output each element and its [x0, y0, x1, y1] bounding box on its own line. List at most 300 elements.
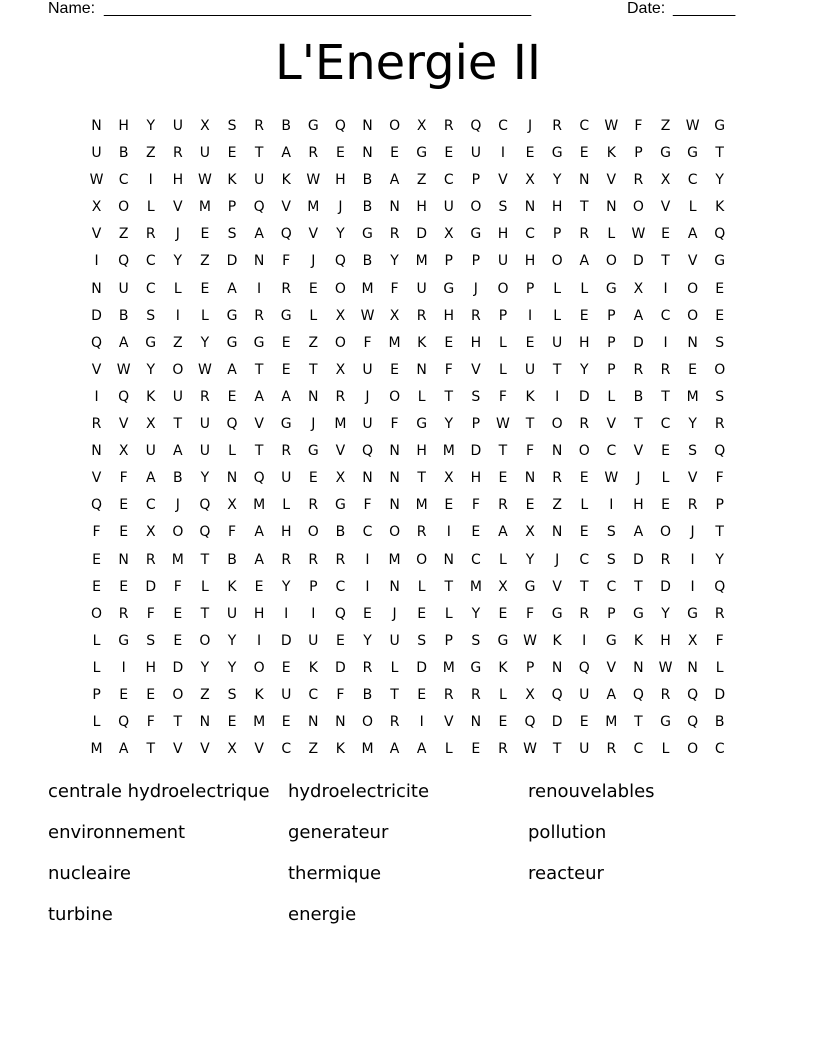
grid-cell: X	[498, 578, 508, 595]
grid-cell: C	[362, 524, 373, 541]
grid-cell: H	[443, 307, 455, 324]
grid-cell: O	[389, 118, 401, 134]
grid-cell: R	[606, 741, 617, 758]
grid-cell: K	[335, 741, 345, 758]
grid-cell: L	[688, 199, 697, 216]
grid-cell: T	[715, 145, 724, 162]
grid-cell: F	[390, 280, 399, 297]
grid-cell: P	[444, 632, 453, 649]
grid-cell: B	[714, 714, 725, 731]
grid-cell: J	[473, 280, 478, 297]
grid-cell: Y	[200, 470, 210, 487]
grid-cell: E	[661, 497, 670, 514]
grid-cell: I	[148, 172, 153, 189]
grid-cell: Z	[145, 145, 156, 162]
grid-cell: C	[687, 172, 698, 189]
grid-cell: E	[363, 605, 372, 622]
grid-cell: F	[526, 605, 535, 622]
grid-cell: A	[579, 253, 590, 270]
grid-cell: G	[551, 145, 563, 162]
grid-cell: X	[443, 470, 454, 487]
grid-cell: O	[172, 686, 184, 703]
grid-cell: A	[173, 443, 183, 460]
grid-cell: E	[92, 551, 101, 568]
grid-cell: W	[631, 226, 646, 243]
grid-cell: Q	[578, 659, 590, 676]
grid-cell: A	[606, 686, 617, 703]
grid-cell: C	[633, 741, 644, 758]
grid-cell: F	[498, 388, 507, 405]
grid-cell: R	[118, 605, 129, 622]
grid-cell: P	[607, 361, 616, 378]
grid-cell: L	[417, 388, 426, 405]
grid-cell: Z	[173, 334, 183, 351]
grid-cell: A	[254, 551, 264, 568]
grid-cell: C	[145, 497, 156, 514]
grid-cell: F	[336, 686, 345, 703]
grid-cell: R	[579, 416, 590, 433]
grid-cell: V	[335, 443, 346, 460]
grid-cell: F	[526, 443, 535, 460]
grid-cell: K	[606, 145, 616, 162]
grid-cell: S	[227, 226, 237, 243]
grid-cell: H	[497, 226, 509, 243]
grid-cell: N	[335, 714, 346, 731]
grid-cell: N	[633, 659, 644, 676]
grid-cell: O	[605, 253, 617, 270]
grid-row	[83, 601, 734, 628]
grid-cell: X	[335, 307, 346, 324]
grid-cell: V	[200, 741, 210, 758]
date-blank-line: _______	[673, 0, 736, 17]
grid-cell: S	[715, 388, 725, 405]
grid-cell: C	[579, 118, 590, 134]
grid-cell: U	[362, 361, 373, 378]
grid-cell: T	[498, 443, 508, 460]
grid-cell: C	[525, 226, 535, 243]
grid-cell: C	[335, 578, 346, 595]
grid-cell: Q	[334, 605, 346, 622]
grid-cell: S	[471, 388, 481, 405]
grid-cell: I	[175, 307, 180, 324]
grid-cell: V	[606, 172, 617, 189]
grid-cell: Q	[253, 470, 265, 487]
grid-cell: R	[254, 118, 264, 134]
grid-cell: R	[443, 118, 454, 134]
word-list-item: environnement	[48, 822, 186, 843]
grid-cell: H	[470, 470, 482, 487]
grid-cell: M	[388, 334, 401, 351]
grid-cell: W	[306, 172, 321, 189]
grid-cell: O	[416, 551, 428, 568]
grid-cell: N	[687, 334, 698, 351]
grid-cell: F	[173, 578, 182, 595]
grid-cell: U	[172, 118, 183, 134]
grid-cell: P	[715, 497, 724, 514]
grid-cell: R	[714, 416, 725, 433]
grid-cell: J	[311, 253, 316, 270]
grid-cell: S	[417, 632, 427, 649]
grid-cell: I	[582, 632, 587, 649]
grid-cell: F	[471, 497, 480, 514]
grid-row	[83, 221, 734, 248]
grid-cell: E	[281, 361, 291, 378]
grid-cell: W	[116, 361, 131, 378]
grid-cell: R	[552, 470, 562, 487]
grid-cell: X	[227, 741, 237, 758]
word-list-item: pollution	[528, 822, 607, 843]
name-label: Name:	[48, 0, 96, 17]
grid-cell: Y	[227, 632, 237, 649]
grid-cell: A	[254, 226, 264, 243]
grid-cell: X	[687, 632, 698, 649]
grid-cell: O	[361, 714, 373, 731]
grid-cell: C	[145, 253, 156, 270]
grid-cell: J	[636, 470, 641, 487]
grid-cell: W	[685, 118, 700, 134]
grid-cell: V	[91, 361, 102, 378]
grid-cell: X	[335, 470, 346, 487]
grid-cell: K	[281, 172, 291, 189]
grid-cell: Y	[227, 659, 237, 676]
grid-cell: C	[470, 551, 481, 568]
grid-cell: E	[92, 578, 101, 595]
grid-cell: E	[579, 145, 589, 162]
grid-cell: F	[119, 470, 128, 487]
grid-cell: Y	[715, 172, 724, 189]
grid-cell: Y	[390, 253, 399, 270]
grid-cell: P	[471, 253, 481, 270]
grid-cell: U	[524, 361, 536, 378]
grid-cell: A	[118, 741, 129, 758]
grid-cell: G	[416, 416, 428, 433]
grid-cell: F	[363, 497, 372, 514]
grid-cell: W	[604, 470, 619, 487]
grid-cell: X	[525, 524, 535, 541]
grid-cell: C	[281, 741, 292, 758]
grid-cell: I	[555, 388, 560, 405]
grid-cell: U	[308, 632, 319, 649]
grid-cell: X	[416, 118, 427, 134]
grid-cell: S	[498, 199, 508, 216]
grid-cell: E	[308, 280, 318, 297]
grid-cell: L	[92, 632, 101, 649]
grid-cell: U	[362, 416, 373, 433]
grid-cell: J	[527, 118, 533, 134]
grid-cell: D	[633, 253, 644, 270]
grid-cell: N	[118, 551, 129, 568]
grid-cell: M	[442, 659, 455, 676]
grid-cell: C	[606, 443, 617, 460]
grid-cell: J	[311, 416, 316, 433]
grid-cell: L	[715, 659, 724, 676]
word-list-item: generateur	[288, 822, 389, 843]
grid-cell: W	[360, 307, 375, 324]
grid-cell: N	[389, 199, 400, 216]
grid-cell: S	[227, 686, 237, 703]
grid-cell: S	[606, 524, 616, 541]
grid-cell: H	[253, 605, 265, 622]
grid-cell: I	[365, 578, 370, 595]
grid-row	[83, 438, 734, 465]
grid-cell: U	[389, 632, 400, 649]
grid-cell: L	[580, 280, 589, 297]
grid-cell: I	[500, 145, 506, 162]
grid-cell: E	[281, 334, 291, 351]
grid-cell: E	[227, 145, 237, 162]
grid-cell: C	[145, 280, 156, 297]
grid-cell: G	[551, 605, 563, 622]
grid-cell: L	[553, 280, 562, 297]
grid-cell: I	[257, 280, 262, 297]
grid-cell: I	[94, 253, 99, 270]
grid-cell: I	[690, 578, 695, 595]
grid-cell: Z	[416, 172, 427, 189]
grid-cell: U	[281, 470, 292, 487]
grid-cell: N	[199, 714, 211, 731]
grid-cell: L	[499, 334, 507, 351]
grid-cell: E	[715, 307, 725, 324]
grid-cell: A	[416, 741, 427, 758]
grid-cell: E	[390, 145, 399, 162]
grid-cell: A	[145, 470, 156, 487]
grid-cell: L	[499, 551, 507, 568]
grid-cell: D	[714, 686, 726, 703]
grid-cell: H	[416, 199, 427, 216]
grid-cell: V	[443, 714, 454, 731]
grid-cell: R	[308, 551, 319, 568]
grid-cell: L	[444, 741, 453, 758]
grid-cell: E	[525, 145, 535, 162]
grid-cell: T	[525, 416, 535, 433]
grid-cell: R	[416, 307, 427, 324]
grid-cell: N	[551, 524, 563, 541]
grid-cell: P	[471, 416, 481, 433]
grid-cell: J	[175, 497, 180, 514]
grid-cell: S	[146, 632, 156, 649]
grid-cell: B	[281, 118, 291, 134]
grid-cell: E	[579, 524, 589, 541]
grid-cell: Y	[471, 605, 481, 622]
grid-cell: A	[281, 145, 291, 162]
grid-cell: O	[687, 280, 699, 297]
grid-cell: J	[338, 199, 343, 216]
grid-cell: Y	[281, 578, 291, 595]
grid-cell: T	[200, 605, 210, 622]
grid-cell: E	[119, 497, 129, 514]
grid-cell: U	[470, 145, 481, 162]
grid-cell: R	[200, 388, 210, 405]
grid-cell: J	[690, 524, 695, 541]
grid-cell: E	[688, 361, 698, 378]
grid-cell: M	[415, 497, 428, 514]
grid-cell: T	[309, 361, 318, 378]
grid-cell: W	[198, 361, 212, 378]
grid-cell: G	[118, 632, 130, 649]
grid-cell: R	[145, 226, 156, 243]
grid-cell: G	[687, 605, 699, 622]
grid-cell: R	[308, 145, 319, 162]
grid-cell: T	[444, 388, 454, 405]
grid-cell: L	[309, 307, 318, 324]
grid-row	[83, 384, 734, 411]
grid-cell: U	[145, 443, 156, 460]
grid-cell: G	[497, 632, 509, 649]
grid-cell: N	[551, 659, 563, 676]
grid-cell: N	[91, 280, 102, 297]
grid-cell: K	[308, 659, 318, 676]
grid-cell: H	[633, 497, 644, 514]
grid-cell: F	[715, 632, 724, 649]
grid-cell: E	[390, 361, 399, 378]
grid-cell: L	[499, 686, 507, 703]
grid-cell: E	[715, 280, 725, 297]
grid-cell: M	[253, 497, 266, 514]
grid-cell: Z	[552, 497, 562, 514]
grid-cell: E	[444, 497, 454, 514]
grid-cell: P	[309, 578, 318, 595]
grid-cell: E	[308, 470, 318, 487]
grid-cell: Q	[361, 443, 373, 460]
grid-cell: I	[419, 714, 424, 731]
grid-cell: U	[199, 443, 211, 460]
grid-cell: N	[551, 443, 563, 460]
grid-cell: N	[362, 470, 373, 487]
grid-cell: P	[92, 686, 101, 703]
grid-cell: P	[471, 172, 481, 189]
grid-cell: H	[660, 632, 671, 649]
grid-cell: A	[227, 280, 237, 297]
grid-cell: O	[578, 443, 590, 460]
grid-cell: Y	[579, 361, 589, 378]
grid-cell: M	[307, 199, 320, 216]
grid-row	[83, 194, 734, 221]
grid-cell: E	[444, 145, 454, 162]
grid-cell: L	[282, 497, 291, 514]
grid-cell: S	[715, 334, 725, 351]
grid-cell: G	[605, 280, 617, 297]
grid-cell: S	[606, 551, 616, 568]
grid-cell: V	[471, 361, 481, 378]
grid-cell: G	[470, 226, 482, 243]
grid-cell: G	[334, 497, 346, 514]
grid-cell: K	[254, 686, 264, 703]
grid-cell: W	[604, 118, 619, 134]
grid-cell: V	[91, 226, 102, 243]
grid-cell: O	[172, 361, 184, 378]
grid-cell: W	[496, 416, 510, 433]
grid-cell: Z	[308, 741, 319, 758]
grid-cell: T	[200, 551, 210, 568]
grid-cell: D	[551, 714, 563, 731]
grid-cell: X	[91, 199, 102, 216]
grid-cell: D	[633, 334, 644, 351]
grid-cell: T	[417, 470, 426, 487]
grid-cell: X	[633, 280, 644, 297]
grid-cell: R	[579, 226, 590, 243]
word-search-grid	[83, 113, 734, 763]
grid-cell: C	[443, 172, 454, 189]
grid-cell: A	[389, 172, 400, 189]
grid-cell: M	[442, 443, 455, 460]
grid-cell: P	[525, 280, 535, 297]
grid-cell: N	[389, 578, 400, 595]
grid-cell: V	[281, 199, 291, 216]
grid-cell: Z	[118, 226, 129, 243]
grid-cell: O	[714, 361, 726, 378]
grid-cell: L	[607, 388, 616, 405]
grid-cell: X	[227, 497, 237, 514]
grid-cell: N	[389, 497, 400, 514]
grid-row	[83, 465, 734, 492]
grid-row	[83, 411, 734, 438]
grid-cell: H	[335, 172, 346, 189]
grid-cell: I	[94, 388, 99, 405]
grid-cell: E	[661, 226, 670, 243]
grid-cell: R	[416, 524, 427, 541]
grid-cell: T	[552, 361, 562, 378]
grid-cell: P	[607, 334, 616, 351]
grid-cell: M	[90, 741, 103, 758]
grid-cell: T	[254, 361, 264, 378]
grid-cell: E	[227, 388, 237, 405]
grid-row	[83, 357, 734, 384]
grid-cell: B	[173, 470, 183, 487]
grid-cell: L	[390, 659, 399, 676]
grid-cell: G	[226, 334, 238, 351]
grid-cell: Q	[253, 199, 265, 216]
grid-cell: Q	[226, 416, 238, 433]
grid-cell: D	[335, 659, 346, 676]
grid-cell: G	[416, 145, 428, 162]
grid-cell: I	[446, 524, 451, 541]
grid-cell: R	[335, 551, 346, 568]
grid-row	[83, 628, 734, 655]
grid-cell: V	[660, 199, 671, 216]
grid-cell: A	[254, 388, 264, 405]
grid-cell: Y	[661, 605, 670, 622]
grid-cell: U	[497, 253, 509, 270]
grid-cell: R	[498, 497, 508, 514]
grid-cell: Q	[118, 253, 130, 270]
grid-row	[83, 682, 734, 709]
grid-cell: G	[714, 118, 726, 134]
word-list-item: reacteur	[528, 863, 604, 884]
date-label: Date:	[627, 0, 666, 17]
grid-cell: L	[499, 361, 507, 378]
grid-cell: M	[198, 199, 211, 216]
grid-cell: V	[552, 578, 562, 595]
grid-cell: S	[146, 307, 156, 324]
grid-cell: R	[145, 551, 156, 568]
grid-cell: D	[633, 551, 644, 568]
grid-cell: M	[388, 551, 401, 568]
grid-cell: M	[469, 578, 482, 595]
grid-cell: S	[471, 632, 481, 649]
grid-cell: R	[687, 497, 698, 514]
word-list-item: nucleaire	[48, 863, 131, 884]
grid-cell: Q	[334, 118, 346, 134]
grid-cell: E	[498, 714, 508, 731]
grid-cell: O	[118, 199, 130, 216]
grid-cell: X	[335, 361, 346, 378]
grid-cell: L	[661, 741, 670, 758]
grid-cell: R	[389, 226, 400, 243]
grid-cell: Q	[118, 714, 130, 731]
grid-cell: L	[146, 199, 155, 216]
grid-cell: N	[687, 659, 698, 676]
grid-cell: D	[416, 659, 428, 676]
